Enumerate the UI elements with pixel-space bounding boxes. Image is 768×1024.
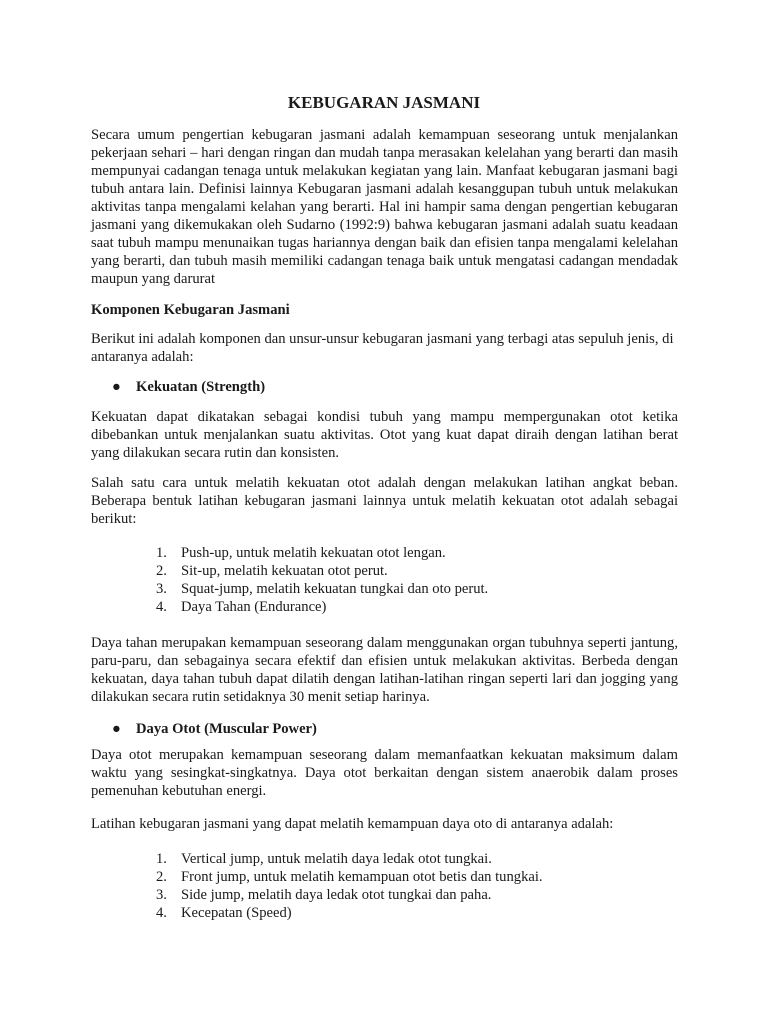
bullet-marker: ●	[112, 379, 121, 395]
kekuatan-list	[156, 544, 488, 616]
dayaotot-paragraph-1: Daya otot merupakan kemampuan seseorang dalam memanfaatkan kekuatan maksimum dalam waktu yang sesingkat-singkatnya. Daya otot berkaitan dengan sistem anaerobik dalam proses pemenuhan kebutuhan energi.	[91, 747, 678, 799]
list-item: 3. Squat-jump, melatih kekuatan tungkai dan oto perut.	[156, 581, 489, 597]
list-item: 4. Kecepatan (Speed)	[156, 905, 292, 921]
intro-paragraph: Secara umum pengertian kebugaran jasmani adalah kemampuan seseorang untuk menjalankan pekerjaan sehari – hari dengan ringan dan mudah tanpa merasakan kelelahan yang berarti dan masih mempunyai cadangan tenaga untuk melakukan kegiatan yang lain. Manfaat kebugaran jasmani bagi tubuh antara lain. Definisi lainnya Kebugaran jasmani adalah kesanggupan tubuh untuk melakukan aktivitas tanpa mengalami kelahan yang berarti. Hal ini hampir sama dengan pengertian kebugaran jasmani yang dikemukakan oleh Sudarno (1992:9) bahwa kebugaran jasmani adalah suatu keadaan saat tubuh mampu menunaikan tugas hariannya dengan baik dan efisien tanpa mengalami kelelahan yang berarti, dan tubuh masih memiliki cadangan tenaga baik untuk mengatasi cadangan mendadak maupun yang darurat	[91, 127, 678, 287]
page-title: KEBUGARAN JASMANI	[287, 93, 481, 112]
section-intro-paragraph: Berikut ini adalah komponen dan unsur-unsur kebugaran jasmani yang terbagi atas sepuluh jenis, di antaranya adalah:	[91, 331, 674, 365]
section-heading: Komponen Kebugaran Jasmani	[91, 302, 290, 318]
kekuatan-paragraph-1: Kekuatan dapat dikatakan sebagai kondisi tubuh yang mampu mempergunakan otot ketika dibebankan untuk menjalankan suatu aktivitas. Otot yang kuat dapat diraih dengan latihan berat yang dilakukan secara rutin dan konsisten.	[91, 409, 678, 461]
bullet-marker: ●	[112, 721, 121, 737]
dayatahan-paragraph: Daya tahan merupakan kemampuan seseorang dalam menggunakan organ tubuhnya seperti jantung, paru-paru, dan sebagainya secara efektif dan efisien untuk melakukan aktivitas. Berbeda dengan kekuatan, daya tahan tubuh dapat dilatih dengan latihan-latihan ringan seperti lari dan jogging yang dilakukan secara rutin setidaknya 30 menit setiap harinya.	[91, 635, 678, 705]
bullet-daya-otot	[112, 720, 317, 738]
dayaotot-paragraph-2: Latihan kebugaran jasmani yang dapat melatih kemampuan daya oto di antaranya adalah:	[91, 816, 614, 832]
bullet-label: Kekuatan (Strength)	[136, 379, 266, 395]
dayaotot-list	[156, 850, 543, 922]
bullet-label: Daya Otot (Muscular Power)	[136, 721, 317, 737]
list-item: 2. Sit-up, melatih kekuatan otot perut.	[156, 563, 388, 579]
list-item: 2. Front jump, untuk melatih kemampuan otot betis dan tungkai.	[156, 869, 543, 885]
list-item: 1. Push-up, untuk melatih kekuatan otot lengan.	[156, 545, 446, 561]
list-item: 1. Vertical jump, untuk melatih daya ledak otot tungkai.	[156, 851, 492, 867]
list-item: 3. Side jump, melatih daya ledak otot tungkai dan paha.	[156, 887, 492, 903]
kekuatan-paragraph-2: Salah satu cara untuk melatih kekuatan otot adalah dengan melakukan latihan angkat beban. Beberapa bentuk latihan kebugaran jasmani lainnya untuk melatih kekuatan otot adalah sebagai berikut:	[91, 475, 678, 527]
bullet-kekuatan	[112, 378, 265, 396]
list-item: 4. Daya Tahan (Endurance)	[156, 599, 327, 615]
